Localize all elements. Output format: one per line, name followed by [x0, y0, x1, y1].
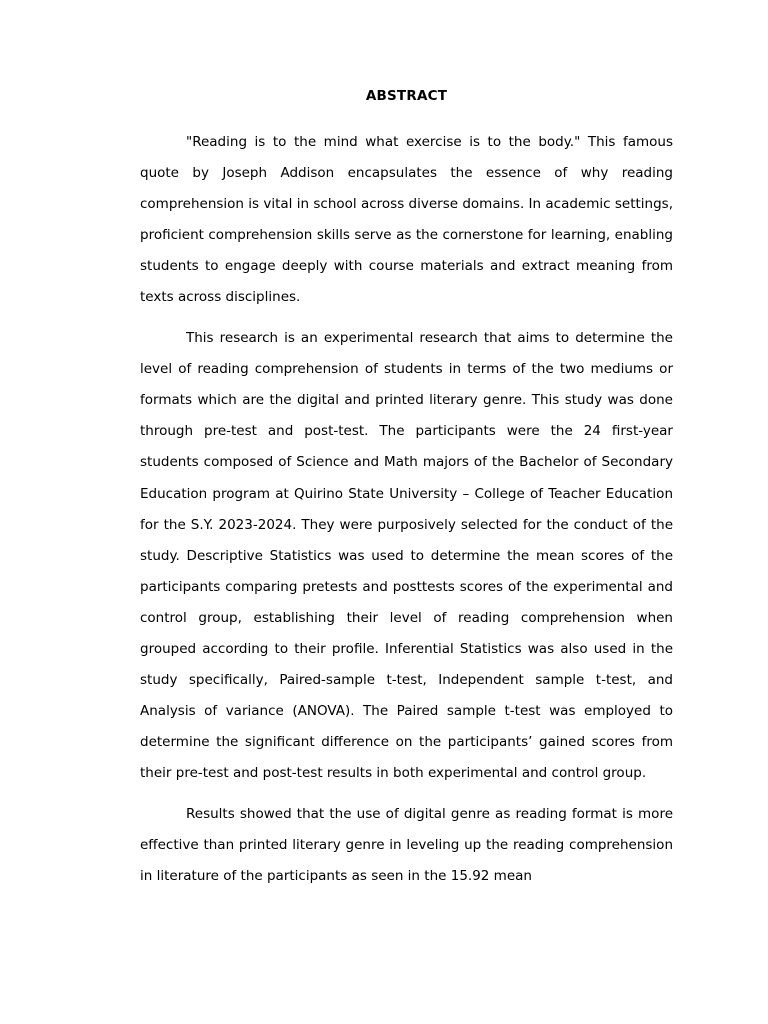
document-page [140, 0, 673, 892]
abstract-paragraph-3: Results showed that the use of digital genre as reading format is more effective than printed literary genre in leveling up the reading comprehension in literature of the participants as seen in the 15.92 mean [140, 805, 673, 885]
abstract-heading: ABSTRACT [365, 88, 448, 104]
abstract-paragraph-1: "Reading is to the mind what exercise is to the body." This famous quote by Joseph Addison encapsulates the essence of why reading comprehension is vital in school across diverse domains. In academic settings, proficient comprehension skills serve as the cornerstone for learning, enabling students to engage deeply with course materials and extract meaning from texts across disciplines. [140, 134, 673, 306]
abstract-paragraph-2: This research is an experimental research that aims to determine the level of reading comprehension of students in terms of the two mediums or formats which are the digital and printed literary genre. This study was done through pre-test and post-test. The participants were the 24 first-year students composed of Science and Math majors of the Bachelor of Secondary Education program at Quirino State University – College of Teacher Education for the S.Y. 2023-2024. They were purposively selected for the conduct of the study. Descriptive Statistics was used to determine the mean scores of the participants comparing pretests and posttests scores of the experimental and control group, establishing their level of reading comprehension when grouped according to their profile. Inferential Statistics was also used in the study specifically, Paired-sample t-test, Independent sample t-test, and Analysis of variance (ANOVA). The Paired sample t-test was employed to determine the significant difference on the participants’ gained scores from their pre-test and post-test results in both experimental and control group. [140, 330, 673, 781]
